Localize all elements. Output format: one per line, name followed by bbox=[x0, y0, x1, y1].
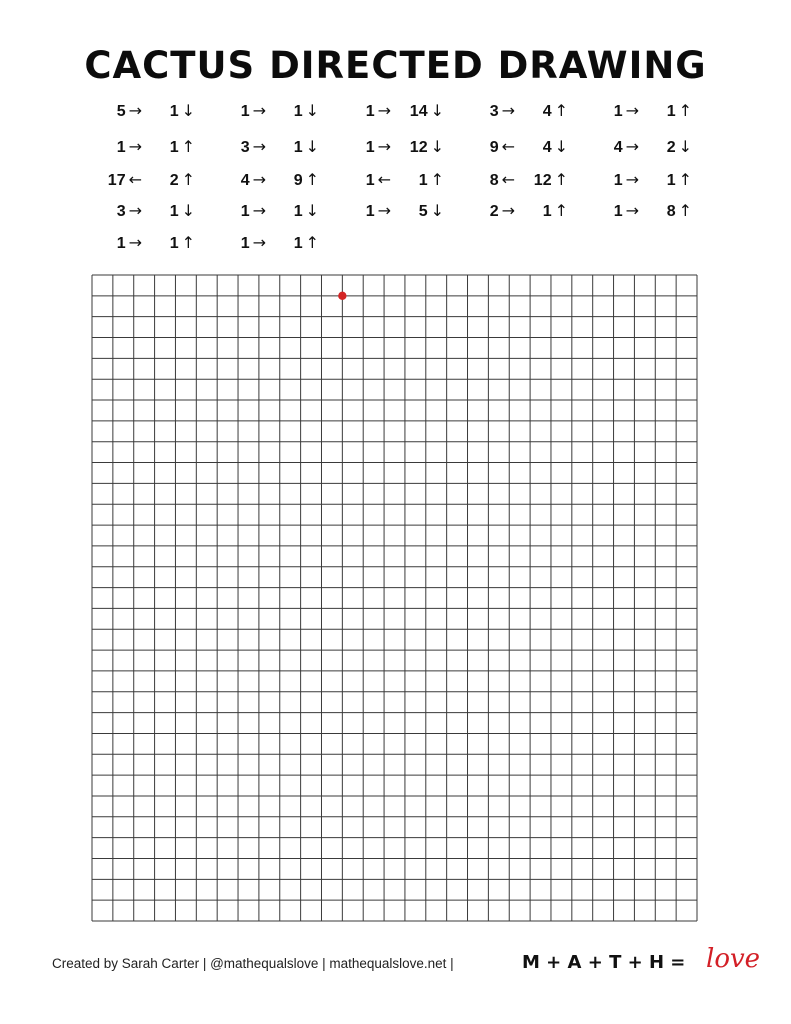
step-count: 1 bbox=[293, 235, 303, 252]
step-direction-arrow: → bbox=[377, 137, 391, 156]
step-count: 12 bbox=[409, 139, 428, 156]
step-count: 14 bbox=[409, 103, 428, 120]
step-direction-arrow: → bbox=[625, 101, 639, 120]
step-count: 1 bbox=[169, 235, 179, 252]
step-direction-arrow: ↓ bbox=[554, 137, 568, 156]
step-direction-arrow: → bbox=[128, 137, 142, 156]
step-direction-arrow: ↓ bbox=[305, 201, 319, 220]
step-direction-arrow: → bbox=[625, 201, 639, 220]
step-count: 8 bbox=[489, 172, 499, 189]
step-count: 1 bbox=[542, 203, 552, 220]
step-direction-arrow: ↓ bbox=[430, 101, 444, 120]
step-direction-arrow: ↓ bbox=[678, 137, 692, 156]
step-direction-arrow: → bbox=[625, 170, 639, 189]
step-direction-arrow: ↓ bbox=[430, 137, 444, 156]
step-count: 1 bbox=[169, 103, 179, 120]
step-count: 1 bbox=[365, 203, 375, 220]
step-direction-arrow: → bbox=[377, 201, 391, 220]
step-count: 2 bbox=[666, 139, 676, 156]
step-count: 4 bbox=[240, 172, 250, 189]
step-count: 12 bbox=[533, 172, 552, 189]
step-count: 1 bbox=[240, 103, 250, 120]
step-direction-arrow: → bbox=[377, 101, 391, 120]
step-direction-arrow: → bbox=[252, 201, 266, 220]
step-direction-arrow: ↑ bbox=[678, 201, 692, 220]
step-count: 8 bbox=[666, 203, 676, 220]
step-count: 4 bbox=[542, 103, 552, 120]
step-count: 2 bbox=[489, 203, 499, 220]
step-direction-arrow: → bbox=[252, 101, 266, 120]
page-title: CACTUS DIRECTED DRAWING bbox=[84, 44, 707, 87]
step-count: 5 bbox=[418, 203, 428, 220]
step-direction-arrow: ↑ bbox=[678, 101, 692, 120]
step-count: 1 bbox=[613, 103, 623, 120]
start-point-dot bbox=[338, 292, 346, 300]
step-direction-arrow: ↓ bbox=[305, 137, 319, 156]
step-count: 1 bbox=[240, 235, 250, 252]
step-direction-arrow: ↓ bbox=[430, 201, 444, 220]
step-direction-arrow: ↑ bbox=[554, 101, 568, 120]
step-count: 4 bbox=[542, 139, 552, 156]
step-direction-arrow: ↓ bbox=[305, 101, 319, 120]
step-direction-arrow: ↑ bbox=[181, 137, 195, 156]
step-count: 1 bbox=[116, 139, 126, 156]
step-direction-arrow: ← bbox=[128, 170, 142, 189]
step-count: 1 bbox=[169, 203, 179, 220]
step-count: 1 bbox=[365, 172, 375, 189]
step-count: 1 bbox=[293, 103, 303, 120]
step-direction-arrow: ← bbox=[501, 170, 515, 189]
step-count: 17 bbox=[107, 172, 126, 189]
step-direction-arrow: → bbox=[128, 233, 142, 252]
step-direction-arrow: ↑ bbox=[181, 233, 195, 252]
step-count: 1 bbox=[613, 203, 623, 220]
step-count: 1 bbox=[293, 203, 303, 220]
step-count: 9 bbox=[293, 172, 303, 189]
math-logo-letters: M + A + T + H = bbox=[522, 952, 686, 973]
step-direction-arrow: → bbox=[501, 201, 515, 220]
step-count: 9 bbox=[489, 139, 499, 156]
step-count: 1 bbox=[365, 103, 375, 120]
step-direction-arrow: ↑ bbox=[181, 170, 195, 189]
step-count: 1 bbox=[293, 139, 303, 156]
step-direction-arrow: ↑ bbox=[678, 170, 692, 189]
step-count: 3 bbox=[116, 203, 126, 220]
step-direction-arrow: ↓ bbox=[181, 101, 195, 120]
step-count: 1 bbox=[240, 203, 250, 220]
step-direction-arrow: ↑ bbox=[305, 233, 319, 252]
step-count: 2 bbox=[169, 172, 179, 189]
step-count: 1 bbox=[666, 172, 676, 189]
step-count: 1 bbox=[418, 172, 428, 189]
step-count: 1 bbox=[613, 172, 623, 189]
step-direction-arrow: → bbox=[625, 137, 639, 156]
step-direction-arrow: ↑ bbox=[305, 170, 319, 189]
step-direction-arrow: ↑ bbox=[554, 201, 568, 220]
step-count: 5 bbox=[116, 103, 126, 120]
step-direction-arrow: ↓ bbox=[181, 201, 195, 220]
step-direction-arrow: → bbox=[128, 101, 142, 120]
step-count: 3 bbox=[240, 139, 250, 156]
step-direction-arrow: → bbox=[252, 233, 266, 252]
footer-credit: Created by Sarah Carter | @mathequalslove | mathequalslove.net | bbox=[52, 956, 454, 971]
step-count: 4 bbox=[613, 139, 623, 156]
step-count: 1 bbox=[666, 103, 676, 120]
step-direction-arrow: ↑ bbox=[430, 170, 444, 189]
step-count: 1 bbox=[365, 139, 375, 156]
step-direction-arrow: ← bbox=[501, 137, 515, 156]
step-direction-arrow: ↑ bbox=[554, 170, 568, 189]
math-logo-love: love bbox=[706, 944, 761, 974]
step-direction-arrow: → bbox=[252, 170, 266, 189]
step-direction-arrow: → bbox=[501, 101, 515, 120]
step-count: 1 bbox=[169, 139, 179, 156]
step-count: 3 bbox=[489, 103, 499, 120]
step-direction-arrow: → bbox=[128, 201, 142, 220]
step-count: 1 bbox=[116, 235, 126, 252]
step-direction-arrow: → bbox=[252, 137, 266, 156]
step-direction-arrow: ← bbox=[377, 170, 391, 189]
